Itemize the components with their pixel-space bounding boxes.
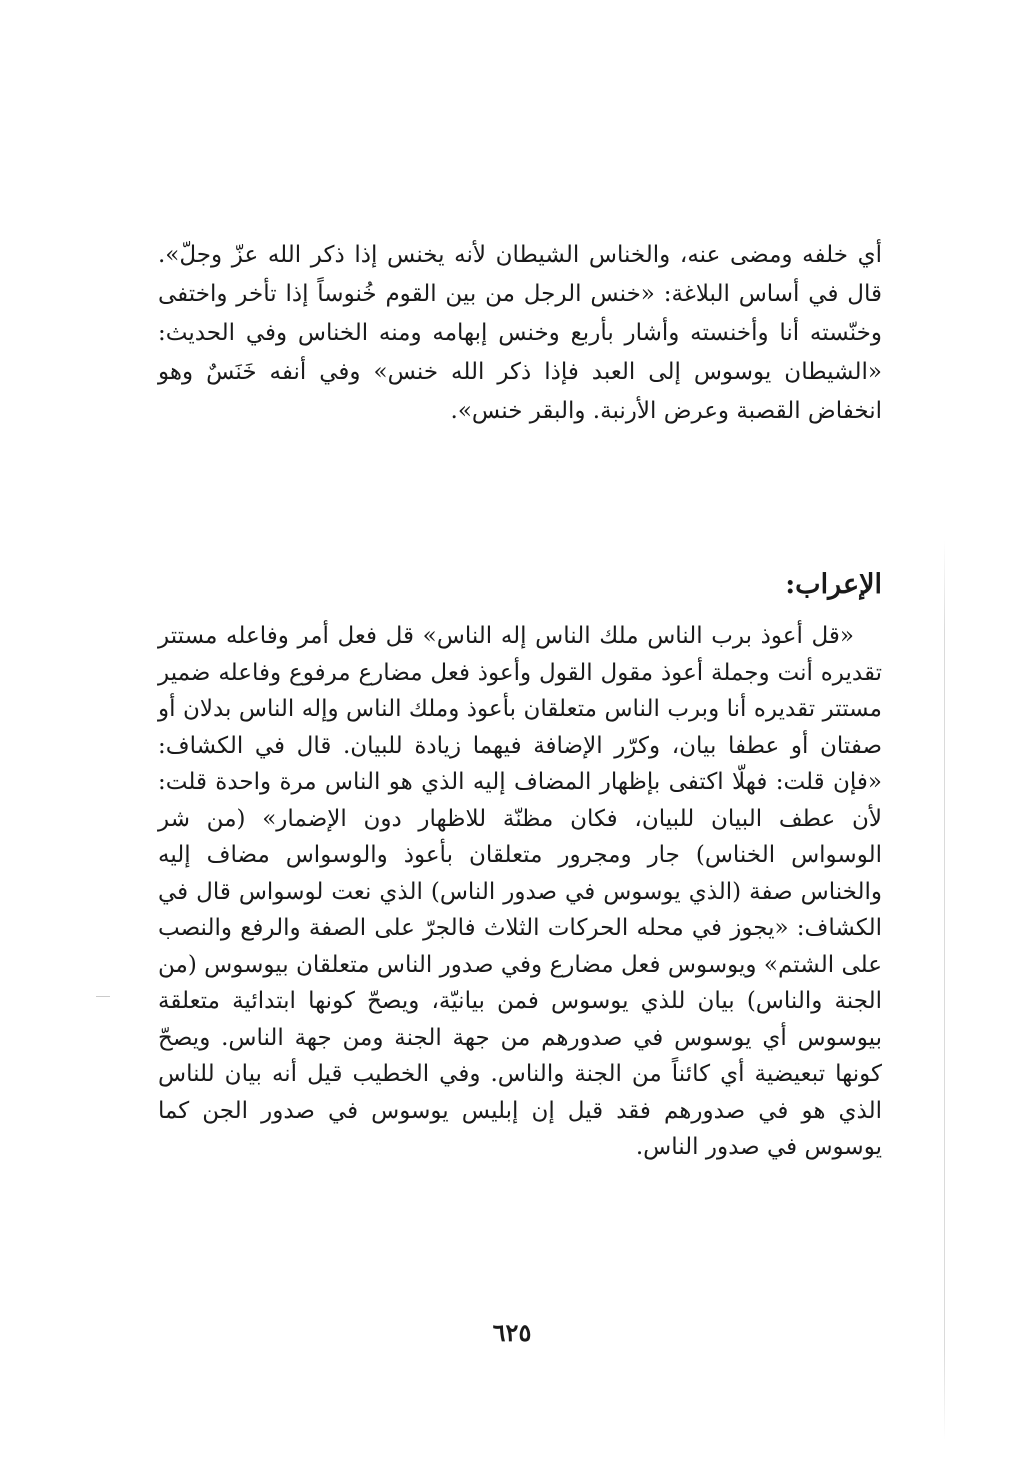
page-edge-shadow xyxy=(944,540,945,1440)
paragraph-irab xyxy=(158,618,882,1166)
paragraph-irab-text: «قل أعوذ برب الناس ملك الناس إله الناس» قل فعل أمر وفاعله مستتر تقديره أنت وجملة أعوذ مقول القول وأعوذ فعل مضارع مرفوع وفاعله ضمير مستتر تقديره أنا وبرب الناس متعلقان بأعوذ وملك الناس وإله الناس بدلان أو صفتان أو عطفا بيان، وكرّر الإضافة فيهما زيادة للبيان. قال في الكشاف: «فإن قلت: فهلّا اكتفى بإظهار المضاف إليه الذي هو الناس مرة واحدة قلت: لأن عطف البيان للبيان، فكان مظنّة للاظهار دون الإضمار» (من شر الوسواس الخناس) جار ومجرور متعلقان بأعوذ والوسواس مضاف إليه والخناس صفة (الذي يوسوس في صدور الناس) الذي نعت لوسواس قال في الكشاف: «يجوز في محله الحركات الثلاث فالجرّ على الصفة والرفع والنصب على الشتم» ويوسوس فعل مضارع وفي صدور الناس متعلقان بيوسوس (من الجنة والناس) بيان للذي يوسوس فمن بيانيّة، ويصحّ كونها ابتدائية متعلقة بيوسوس أي يوسوس في صدورهم من جهة الجنة ومن جهة الناس. ويصحّ كونها تبعيضية أي كائناً من الجنة والناس. وفي الخطيب قيل أنه بيان للناس الذي هو في صدورهم فقد قيل إن إبليس يوسوس في صدور الجن كما يوسوس في صدور الناس. xyxy=(158,623,882,1160)
page-number: ٦٢٥ xyxy=(492,1318,532,1347)
scan-mark xyxy=(96,996,110,997)
paragraph-lexical-note: أي خلفه ومضى عنه، والخناس الشيطان لأنه يخنس إذا ذكر الله عزّ وجلّ». قال في أساس البلاغة: «خنس الرجل من بين القوم خُنوساً إذا تأخر واختفى وخنّسته أنا وأخنسته وأشار بأربع وخنس إبهامه ومنه الخناس وفي الحديث: «الشيطان يوسوس إلى العبد فإذا ذكر الله خنس» وفي أنفه خَنَسٌ وهو انخفاض القصبة وعرض الأرنبة. والبقر خنس». xyxy=(158,242,882,424)
section-heading-irab: الإعراب: xyxy=(785,569,882,600)
